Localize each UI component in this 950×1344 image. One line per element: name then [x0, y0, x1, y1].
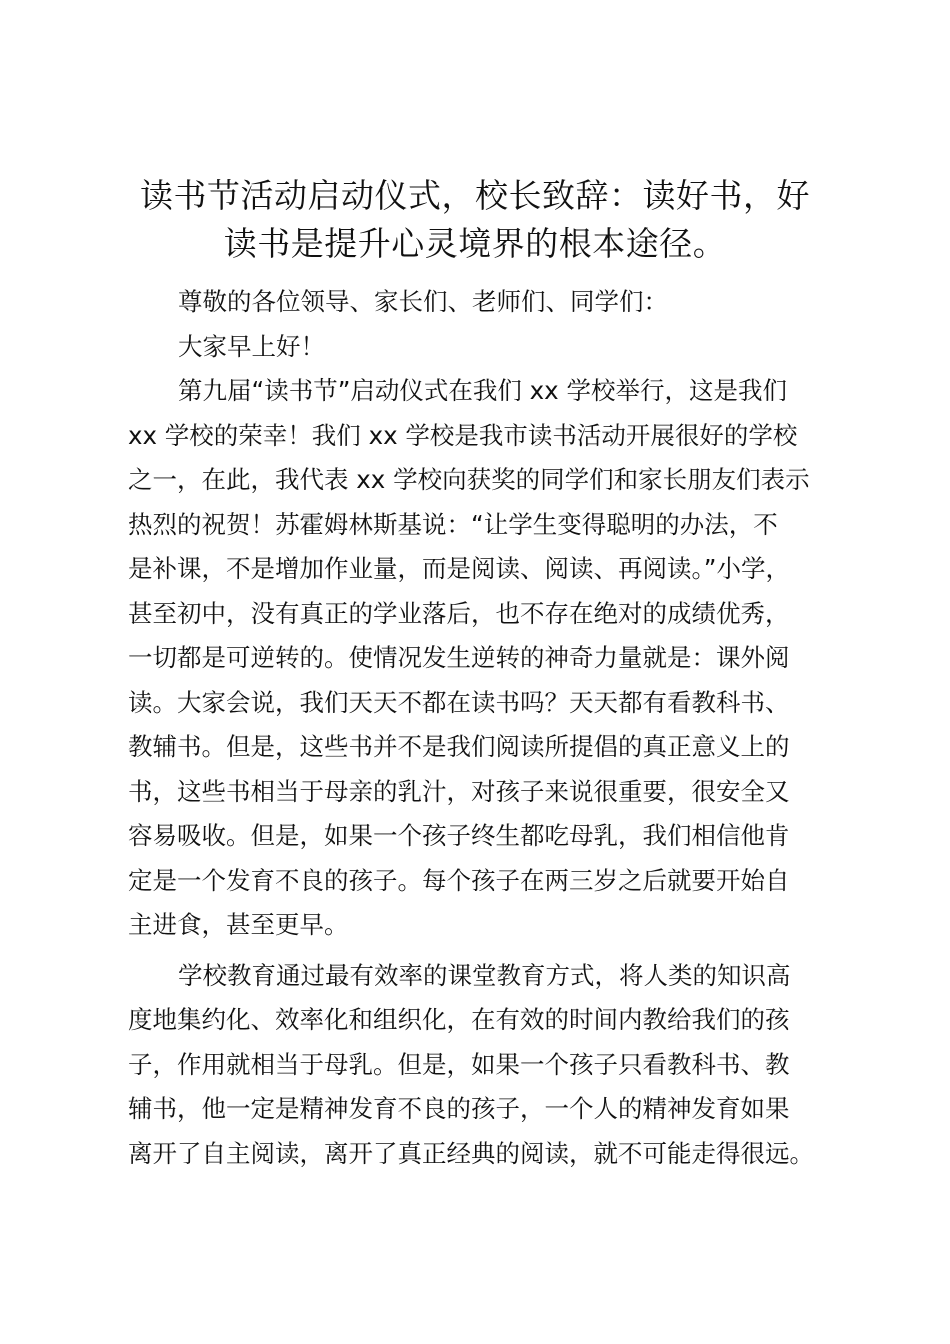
paragraph-line: xx 学校的荣幸！我们 xx 学校是我市读书活动开展很好的学校: [128, 420, 798, 450]
paragraph-line: 度地集约化、效率化和组织化，在有效的时间内教给我们的孩: [128, 1005, 790, 1034]
greeting: 大家早上好！: [178, 331, 325, 361]
paragraph-line: 甚至初中，没有真正的学业落后，也不存在绝对的成绩优秀，: [128, 598, 790, 628]
paragraph-2: [128, 954, 840, 1177]
paragraph-line: 热烈的祝贺！苏霍姆林斯基说：“让学生变得聪明的办法，不: [128, 509, 778, 539]
paragraph-line: 子，作用就相当于母乳。但是，如果一个孩子只看教科书、教: [128, 1049, 790, 1079]
paragraph-line: 容易吸收。但是，如果一个孩子终生都吃母乳，我们相信他肯: [128, 821, 790, 850]
document-body: [128, 280, 840, 1176]
paragraph-line: 读。大家会说，我们天天不都在读书吗？天天都有看教科书、: [128, 687, 790, 717]
paragraph-line: 学校教育通过最有效率的课堂教育方式，将人类的知识高: [178, 960, 791, 990]
paragraph-1: [128, 369, 840, 948]
paragraph-line: 之一，在此，我代表 xx 学校向获奖的同学们和家长朋友们表示: [128, 465, 810, 494]
title-line: 读书是提升心灵境界的根本途径。: [223, 224, 727, 263]
paragraph-line: 书，这些书相当于母亲的乳汁，对孩子来说很重要，很安全又: [128, 776, 790, 806]
paragraph-line: 一切都是可逆转的。使情况发生逆转的神奇力量就是：课外阅: [128, 643, 790, 672]
paragraph-line: 教辅书。但是，这些书并不是我们阅读所提倡的真正意义上的: [128, 732, 790, 761]
paragraph-line: 第九届“读书节”启动仪式在我们 xx 学校举行，这是我们: [178, 376, 787, 405]
document-title: [100, 172, 850, 268]
paragraph-line: 是补课，不是增加作业量，而是阅读、阅读、再阅读。”小学，: [128, 554, 790, 583]
paragraph-line: 定是一个发育不良的孩子。每个孩子在两三岁之后就要开始自: [128, 865, 790, 895]
title-line: 读书节活动启动仪式，校长致辞：读好书，好: [140, 176, 810, 215]
paragraph-line: 辅书，他一定是精神发育不良的孩子，一个人的精神发育如果: [128, 1094, 790, 1123]
salutation: 尊敬的各位领导、家长们、老师们、同学们：: [178, 287, 668, 316]
paragraph-line: 离开了自主阅读，离开了真正经典的阅读，就不可能走得很远。: [128, 1138, 814, 1168]
paragraph-line: 主进食，甚至更早。: [128, 910, 349, 939]
